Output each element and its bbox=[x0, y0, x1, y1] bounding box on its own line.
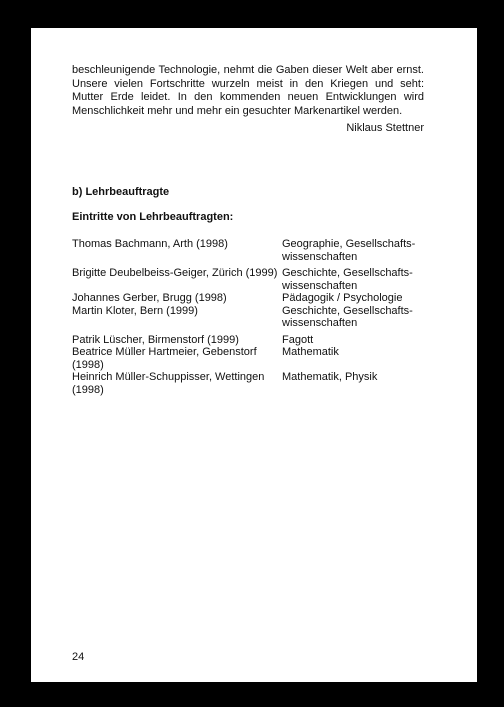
entry-row bbox=[72, 238, 442, 263]
entry-row bbox=[72, 267, 442, 292]
entry-name: Thomas Bachmann, Arth (1998) bbox=[72, 238, 228, 250]
entry-name: Brigitte Deubelbeiss-Geiger, Zürich (1999) bbox=[72, 267, 278, 279]
entry-subject: Geschichte, Gesellschafts-wissenschaften bbox=[282, 304, 413, 329]
page-number: 24 bbox=[72, 651, 85, 663]
entries-list bbox=[72, 238, 442, 396]
subheading: Eintritte von Lehrbeauftragten: bbox=[72, 211, 234, 223]
entry-name: Martin Kloter, Bern (1999) bbox=[72, 304, 198, 317]
entry-row bbox=[72, 371, 442, 396]
section-title: b) Lehrbeauftragte bbox=[72, 186, 170, 198]
entry-row bbox=[72, 346, 442, 371]
entry-subject: Pädagogik / Psychologie bbox=[282, 292, 403, 304]
entry-subject: Fagott bbox=[282, 333, 314, 346]
intro-paragraph: beschleunigende Technologie, nehmt die Gaben dieser Welt aber ernst. Unsere vielen Fortschritte wurzeln meist in den Kriegen und seht: Mutter Erde leidet. In den kommenden neuen Entwicklungen wird Menschlichkeit mehr und mehr ein gesuchter Markenartikel werden. bbox=[72, 64, 424, 117]
document-page bbox=[31, 28, 477, 682]
entry-subject: Mathematik, Physik bbox=[282, 371, 378, 383]
entry-name: Heinrich Müller-Schuppisser, Wettingen (1998) bbox=[72, 371, 265, 396]
entry-name: Patrik Lüscher, Birmenstorf (1999) bbox=[72, 333, 239, 346]
entry-subject: Mathematik bbox=[282, 346, 339, 358]
entry-row bbox=[72, 334, 442, 347]
entry-subject: Geschichte, Gesellschafts-wissenschaften bbox=[282, 267, 413, 292]
entry-row bbox=[72, 305, 442, 330]
author-name: Niklaus Stettner bbox=[346, 122, 424, 134]
entry-name: Beatrice Müller Hartmeier, Gebenstorf (1998) bbox=[72, 346, 257, 371]
entry-row bbox=[72, 292, 442, 305]
entry-name: Johannes Gerber, Brugg (1998) bbox=[72, 292, 227, 304]
entry-subject: Geographie, Gesellschafts-wissenschaften bbox=[282, 238, 416, 263]
